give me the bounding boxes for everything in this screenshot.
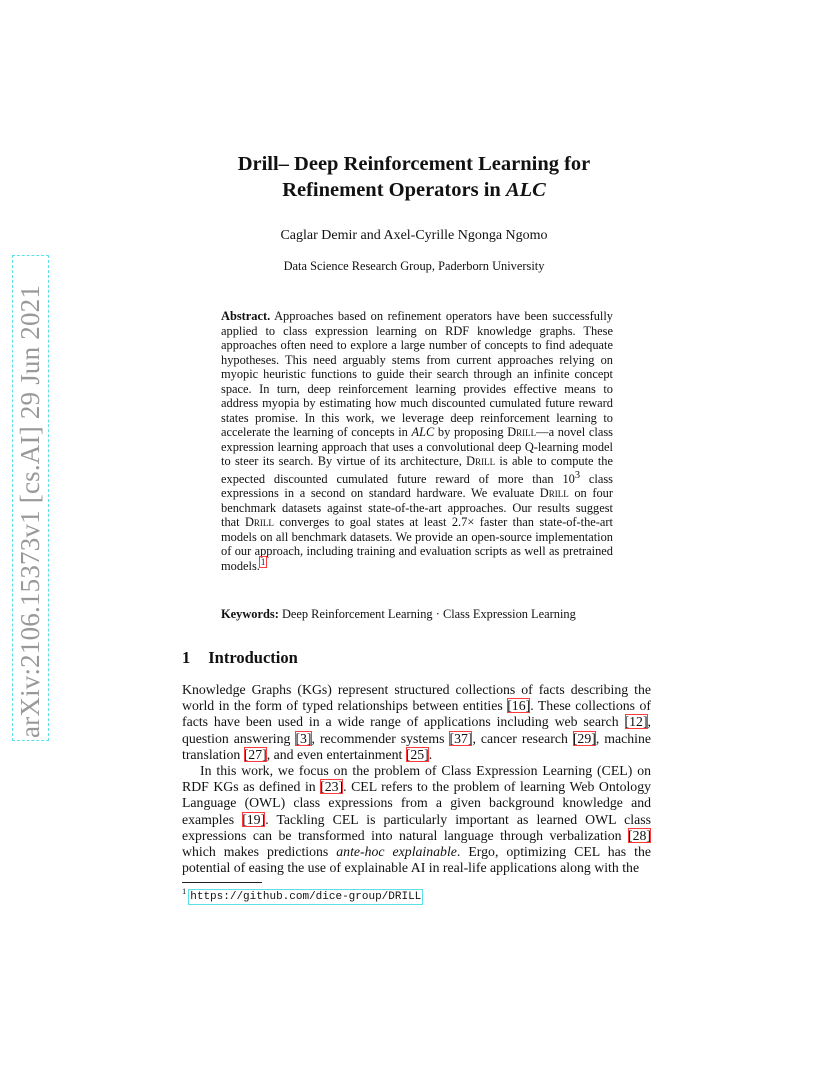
citation-link[interactable]: [37] <box>449 730 473 746</box>
paragraph-text: , recommender systems <box>311 730 450 746</box>
body-text <box>182 682 651 876</box>
abstract-text: converges to goal states at least 2.7× faster than state-of-the-art models on all benchmark datasets. We provide an open-source implementation of our approach, including training and evaluation scripts as well as pretrained models. <box>221 515 613 573</box>
paragraph-text: , and even entertainment <box>266 746 406 762</box>
abstract-label: Abstract. <box>221 309 271 323</box>
footnote <box>182 886 421 903</box>
authors: Caglar Demir and Axel-Cyrille Ngonga Ngomo <box>280 228 548 243</box>
footnote-number: 1 <box>182 886 187 896</box>
paragraph-text: Knowledge Graphs (KGs) represent structured collections of facts describing the world in the form of typed relationships between entities <box>182 682 651 714</box>
keywords-label: Keywords: <box>221 607 279 621</box>
paragraph-text: . These collections of facts have been used in a wide range of applications including web search <box>182 698 651 730</box>
citation-link[interactable]: [19] <box>242 811 266 827</box>
paragraph-text: . Ergo, optimizing CEL has the potential of easing the use of explainable AI in real-life applications along with the <box>182 844 651 876</box>
citation-link[interactable]: [23] <box>320 779 344 795</box>
title-line-2-text: Refinement Operators in <box>282 179 506 201</box>
citation-link[interactable]: [28] <box>628 827 651 843</box>
citation-link[interactable]: [16] <box>507 698 531 714</box>
paragraph-text: , machine translation <box>182 730 651 762</box>
paragraph-1 <box>182 682 651 763</box>
footnote-rule <box>182 882 262 883</box>
citation-link[interactable]: [25] <box>405 746 429 762</box>
drill-name: Drill <box>466 454 496 468</box>
keywords <box>221 607 621 622</box>
drill-name: Drill <box>244 515 274 530</box>
abstract-text: by proposing <box>434 425 508 439</box>
citation-link[interactable]: [12] <box>624 714 648 730</box>
keywords-text: Deep Reinforcement Learning · Class Expression Learning <box>281 607 576 621</box>
emphasis: ante-hoc explainable <box>336 844 457 860</box>
drill-name: Drill <box>539 486 569 501</box>
paragraph-text: . CEL refers to the problem of learning Web Ontology Language (OWL) class expressions from a given background knowledge and examples <box>182 779 651 827</box>
abstract-text: Approaches based on refinement operators have been successfully applied to class expression learning on RDF knowledge graphs. These approaches often need to explore a large number of concepts to find adequate hypotheses. This need arguably stems from current approaches relying on myopic heuristic functions to guide their search through an infinite concept space. In turn, deep reinforcement learning provides effective means to address myopia by estimating how much discounted cumulated future reward states promise. In this work, we leverage deep reinforcement learning to accelerate the learning of concepts in <box>221 309 613 439</box>
footnote-link[interactable]: 1 <box>260 556 266 567</box>
abstract-logic-name: ALC <box>411 425 435 439</box>
section-title: Introduction <box>208 648 298 667</box>
footnote-url-link[interactable]: https://github.com/dice-group/DRILL <box>190 890 422 903</box>
abstract <box>221 309 613 573</box>
abstract-text: on four benchmark datasets against state-of-the-art approaches. Our results suggest that <box>221 486 613 530</box>
citation-link[interactable]: [3] <box>295 730 312 746</box>
abstract-text: —a novel class expression learning approach that uses a convolutional deep Q-learning model to steer its search. By virtue of its architecture, <box>221 425 614 468</box>
title-logic-name: ALC <box>505 179 546 201</box>
paragraph-text: In this work, we focus on the problem of Class Expression Learning (CEL) on RDF KGs as defined in <box>182 763 651 795</box>
drill-name: Drill <box>507 425 537 439</box>
section-heading <box>182 648 298 668</box>
abstract-text: is able to compute the expected discounted cumulated future reward of more than 10 <box>221 454 613 486</box>
section-number: 1 <box>182 648 191 667</box>
title-line-1: Drill– Deep Reinforcement Learning for <box>237 153 591 175</box>
exponent: 3 <box>574 469 581 481</box>
abstract-text: class expressions in a second on standard hardware. We evaluate <box>221 471 613 501</box>
paper-title <box>120 151 708 203</box>
paragraph-2 <box>182 763 651 876</box>
citation-link[interactable]: [27] <box>243 746 267 762</box>
paragraph-text: , cancer research <box>472 730 573 746</box>
paragraph-text: . <box>428 746 433 762</box>
citation-link[interactable]: [29] <box>572 730 596 746</box>
title-line-2 <box>120 177 708 203</box>
arxiv-identifier[interactable]: arXiv:2106.15373v1 [cs.AI] 29 Jun 2021 <box>15 258 46 738</box>
paragraph-text: . Tackling CEL is particularly important as learned OWL class expressions can be transformed into natural language through verbalization <box>182 811 651 843</box>
paragraph-text: , question answering <box>182 714 651 746</box>
paragraph-text: which makes predictions <box>182 844 337 860</box>
affiliation: Data Science Research Group, Paderborn University <box>283 259 545 273</box>
